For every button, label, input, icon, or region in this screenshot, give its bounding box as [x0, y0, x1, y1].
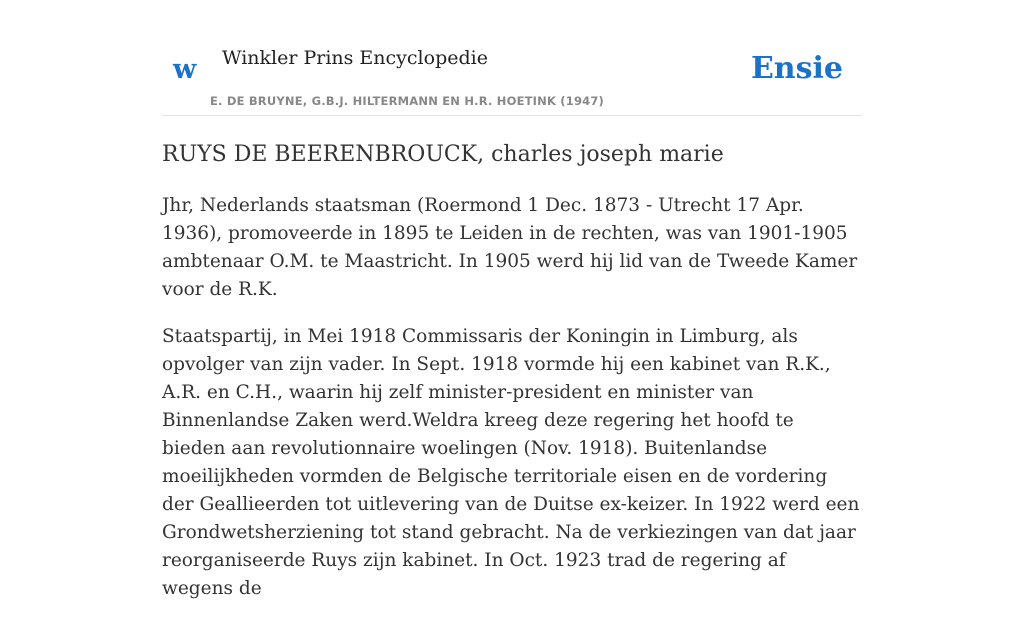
ensie-logo-link[interactable]: Ensie	[750, 51, 843, 86]
article-body	[162, 192, 862, 622]
publication-title-link[interactable]: Winkler Prins Encyclopedie	[222, 47, 488, 69]
article-title: RUYS DE BEERENBROUCK, charles joseph marie	[162, 142, 724, 167]
article-paragraph-1: Jhr, Nederlands staatsman (Roermond 1 Dec. 1873 - Utrecht 17 Apr. 1936), promoveerde in 1895 te Leiden in de rechten, was van 1901-1905 ambtenaar O.M. te Maastricht. In 1905 werd hij lid van de Tweede Kamer voor de R.K.	[162, 195, 858, 300]
article-paragraph-2: Staatspartij, in Mei 1918 Commissaris der Koningin in Limburg, als opvolger van zijn vader. In Sept. 1918 vormde hij een kabinet van R.K., A.R. en C.H., waarin hij zelf minister-president en minister van Binnenlandse Zaken werd.Weldra kreeg deze regering het hoofd te bieden aan revolutionnaire woelingen (Nov. 1918). Buitenlandse moeilijkheden vormden de Belgische territoriale eisen en de vordering der Geallieerden tot uitlevering van de Duitse ex-keizer. In 1922 werd een Grondwetsherziening tot stand gebracht. Na de verkiezingen van dat jaar reorganiseerde Ruys zijn kabinet. In Oct. 1923 trad de regering af wegens de	[162, 326, 860, 599]
header-divider	[162, 115, 862, 116]
winkler-prins-logo-icon[interactable]: w	[173, 54, 197, 85]
publication-authors: E. DE BRUYNE, G.B.J. HILTERMANN EN H.R. HOETINK (1947)	[210, 94, 605, 108]
